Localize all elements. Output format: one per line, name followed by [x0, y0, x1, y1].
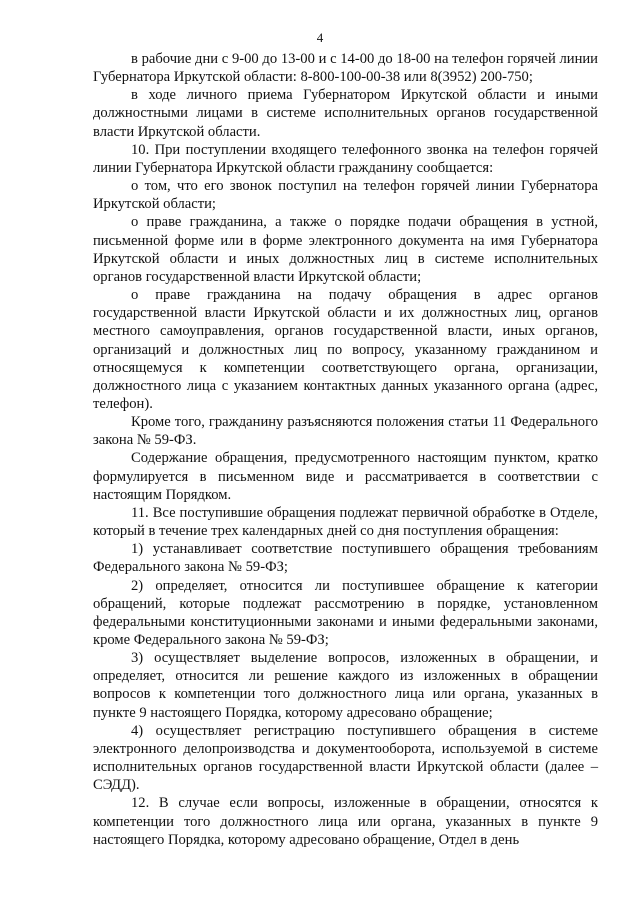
page-number: 4: [316, 30, 324, 45]
paragraph: Содержание обращения, предусмотренного настоящим пунктом, кратко формулируется в письменном виде и рассматривается в соответствии с настоящим Порядком.: [93, 450, 598, 503]
paragraph: 2) определяет, относится ли поступившее обращение к категории обращений, которые подлежат рассмотрению в порядке, установленном федеральными конституционными законами и иными федеральными законами, кроме Федерального закона № 59-ФЗ;: [93, 577, 598, 648]
paragraph: о том, что его звонок поступил на телефон горячей линии Губернатора Иркутской области;: [93, 178, 598, 213]
paragraph: 3) осуществляет выделение вопросов, изложенных в обращении, и определяет, относится ли решение каждого из изложенных в обращении вопросов к компетенции того должностного лица или органа, указанных в пункте 9 настоящего Порядка, которому адресовано обращение;: [93, 650, 598, 721]
document-body: [93, 50, 598, 849]
paragraph: в рабочие дни с 9-00 до 13-00 и с 14-00 до 18-00 на телефон горячей линии Губернатора Иркутской области: 8-800-100-00-38 или 8(3952) 200-750;: [93, 51, 598, 86]
paragraph: в ходе личного приема Губернатором Иркутской области и иными должностными лицами в системе исполнительных органов государственной власти Иркутской области.: [93, 87, 598, 140]
paragraph: 4) осуществляет регистрацию поступившего обращения в системе электронного делопроизводства и документооборота, используемой в системе исполнительных органов государственной власти Иркутской области (далее – СЭДД).: [93, 722, 598, 794]
paragraph: 11. Все поступившие обращения подлежат первичной обработке в Отделе, который в течение трех календарных дней со дня поступления обращения:: [93, 504, 598, 540]
paragraph: о праве гражданина, а также о порядке подачи обращения в устной, письменной форме или в форме электронного документа на имя Губернатора Иркутской области и иных должностных лиц в системе исполнительных органов государственной власти Иркутской области;: [93, 214, 598, 285]
paragraph: 1) устанавливает соответствие поступившего обращения требованиям Федерального закона № 59-ФЗ;: [93, 541, 598, 576]
paragraph: 12. В случае если вопросы, изложенные в обращении, относятся к компетенции того должностного лица или органа, указанных в пункте 9 настоящего Порядка, которому адресовано обращение, Отдел в день: [93, 795, 598, 848]
paragraph: 10. При поступлении входящего телефонного звонка на телефон горячей линии Губернатора Иркутской области гражданину сообщается:: [93, 141, 598, 176]
paragraph: о праве гражданина на подачу обращения в адрес органов государственной власти Иркутской области и их должностных лиц, органов местного самоуправления, органов государственной власти, иных органов, организаций и должностных лиц по вопросу, указанному гражданином и относящемуся к компетенции соответствующего органа, организации, должностного лица с указанием контактных данных указанного органа (адрес, телефон).: [93, 287, 598, 412]
paragraph: Кроме того, гражданину разъясняются положения статьи 11 Федерального закона № 59-ФЗ.: [93, 414, 598, 449]
